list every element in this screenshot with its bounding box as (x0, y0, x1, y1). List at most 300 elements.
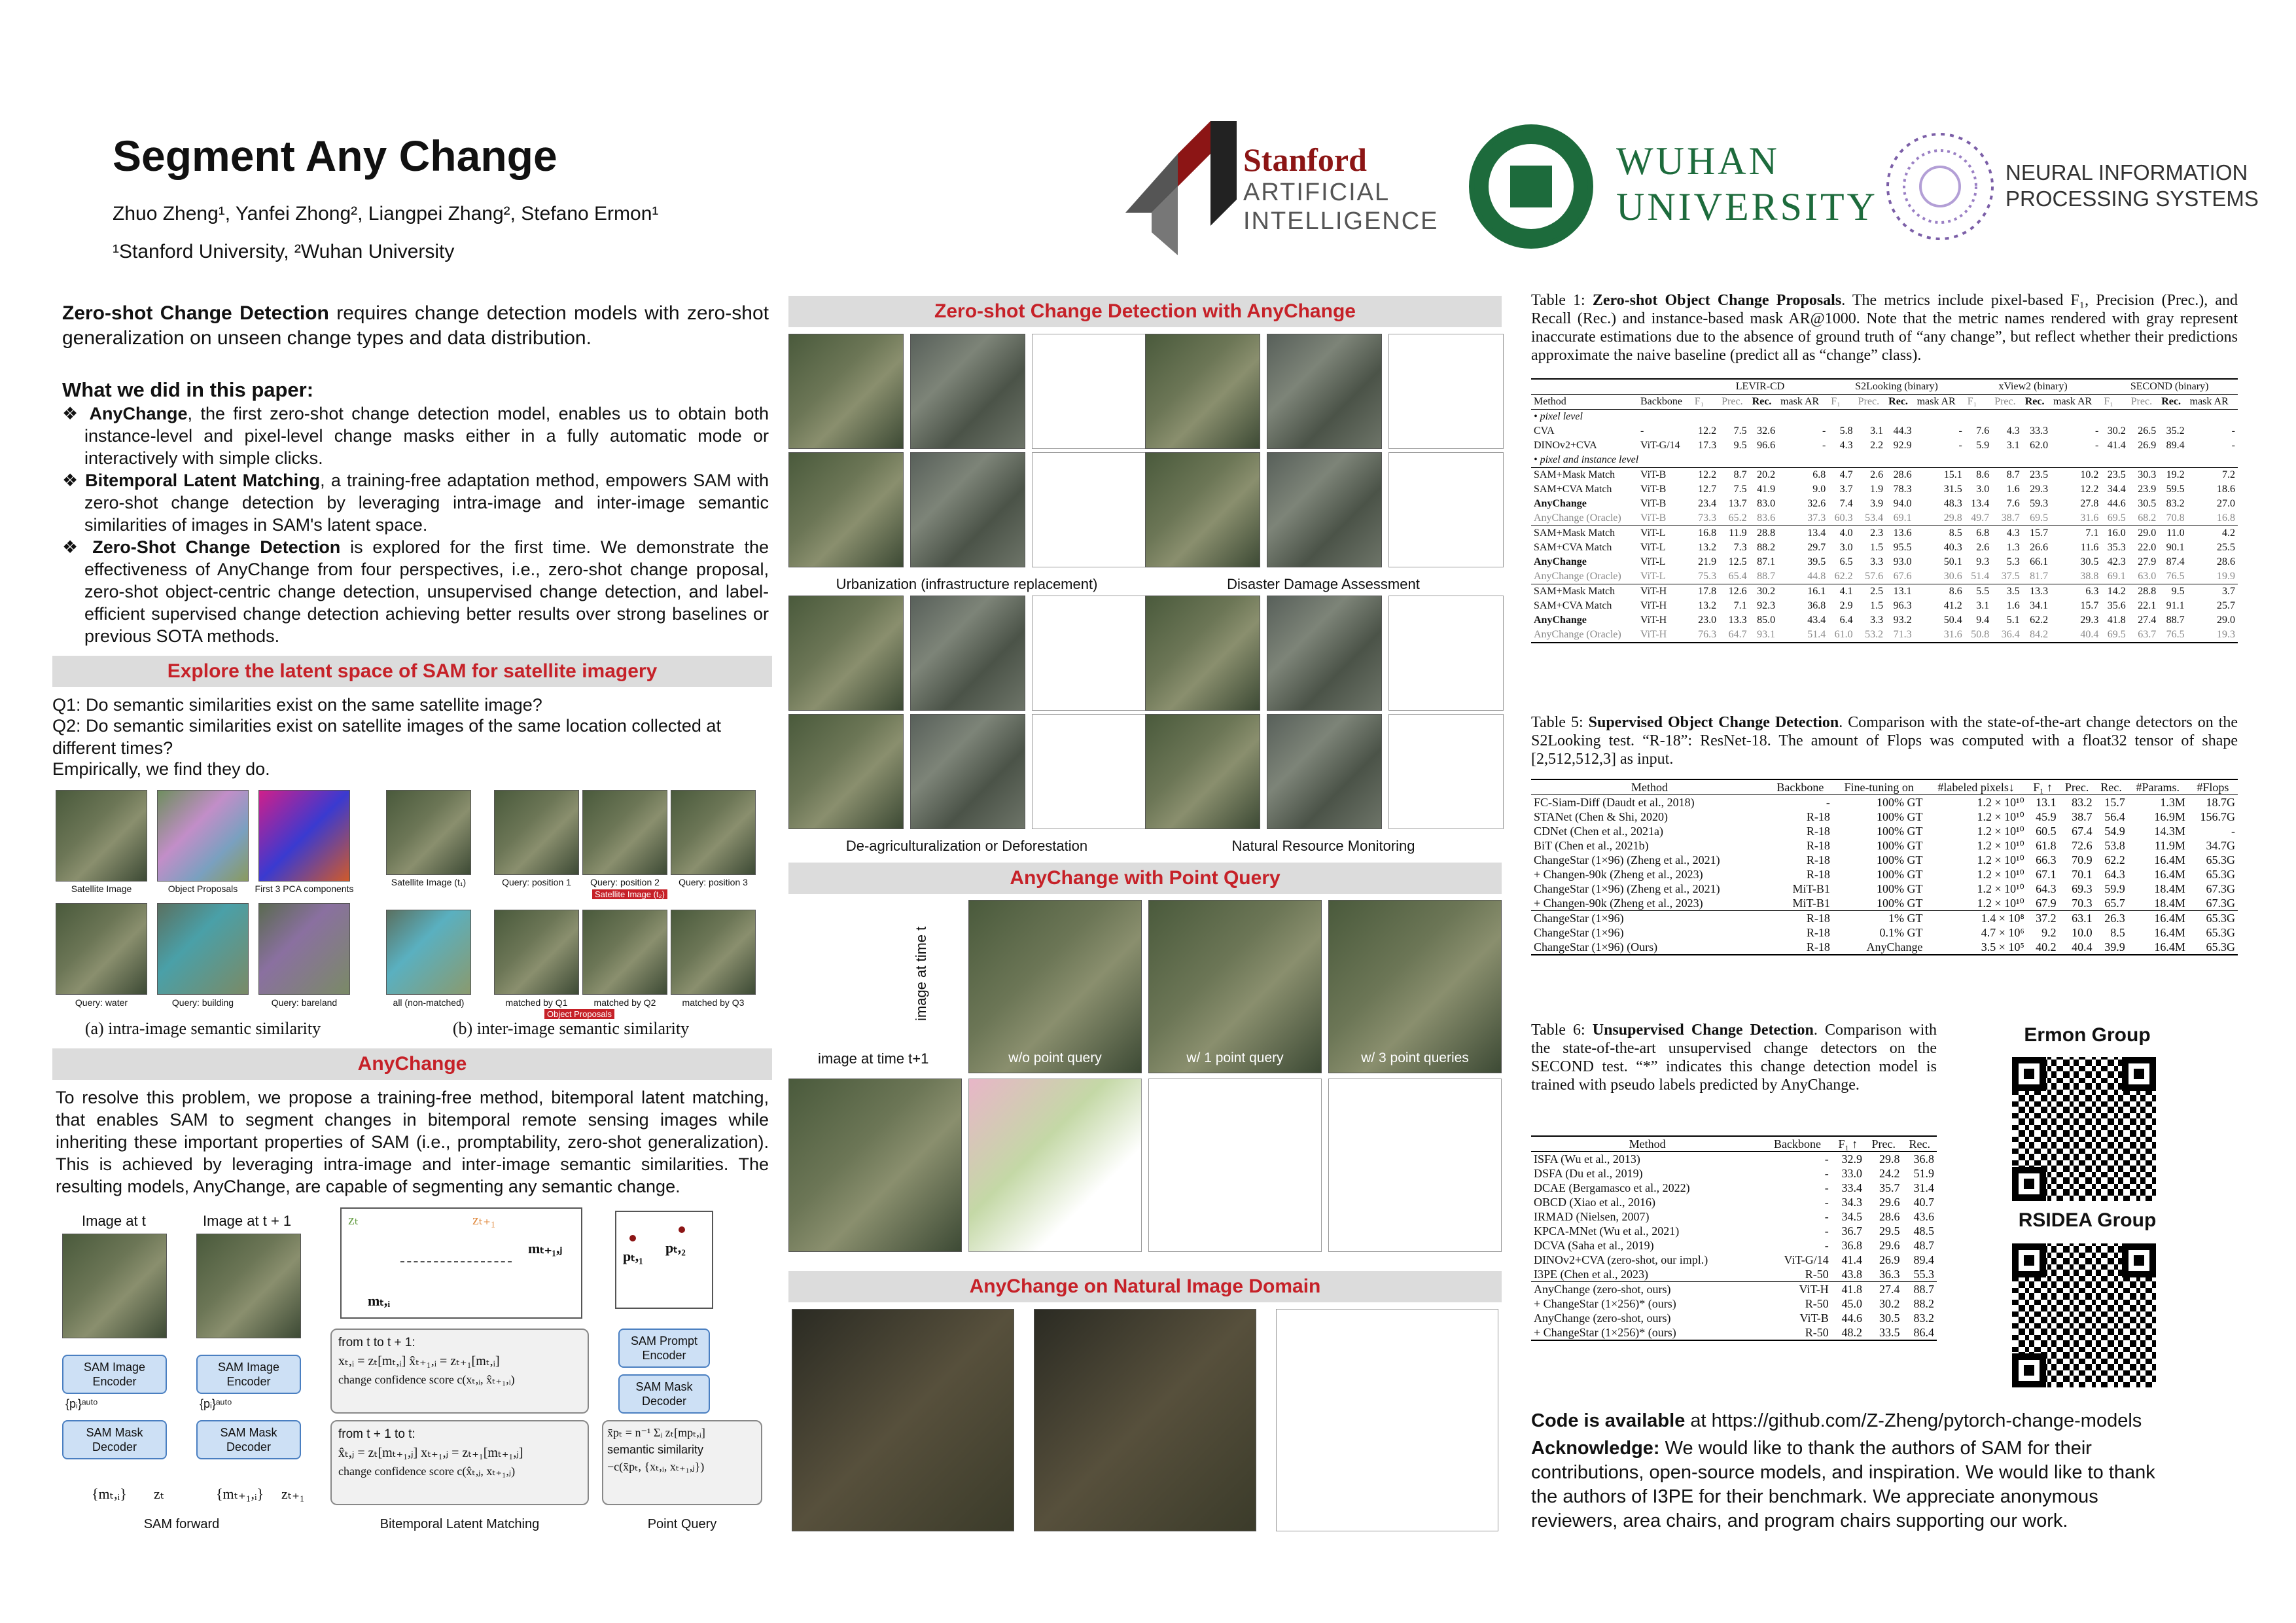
table-cell: 33.0 (1841, 1167, 1862, 1180)
table-cell: 87.4 (2166, 556, 2185, 567)
table-cell: 3.9 (1870, 498, 1884, 509)
table-row (1531, 1311, 1937, 1325)
table-cell: 100% GT (1877, 796, 1923, 809)
table-row (1531, 541, 2238, 555)
table-cell: 1.6 (2006, 600, 2020, 611)
table-cell: 62.0 (2030, 440, 2049, 451)
rsidea-qr-code[interactable] (2012, 1243, 2156, 1387)
zeroshot-tile (1267, 596, 1382, 711)
table-cell: 41.4 (2107, 440, 2126, 451)
table-cell: 36.8 (1913, 1152, 1934, 1166)
table-cell: 88.2 (1757, 542, 1776, 553)
table-cell: 29.8 (1879, 1152, 1900, 1166)
table-cell: 25.5 (2217, 542, 2235, 553)
table-cell: 38.7 (2072, 810, 2093, 823)
table-cell: R-18 (1806, 868, 1830, 881)
table-cell: 95.5 (1893, 542, 1912, 553)
table-group-header: xView2 (binary) (1965, 379, 2102, 395)
table-cell: 67.6 (1893, 571, 1912, 582)
table-cell: MiT-B1 (1792, 882, 1830, 895)
natural-image-1 (792, 1309, 1014, 1531)
table-header: Fine-tuning on (1833, 779, 1926, 795)
table-cell: R-18 (1806, 810, 1830, 823)
code-link[interactable]: at https://github.com/Z-Zheng/pytorch-change-models (1685, 1410, 2142, 1431)
caption-b: (b) inter-image semantic similarity (452, 1019, 690, 1038)
table-cell: 1.4 × 10⁸ (1926, 911, 2027, 926)
table1 (1531, 378, 2238, 643)
sam-mask-decoder-t: SAM Mask Decoder (62, 1420, 167, 1459)
table-header: mask AR (1915, 395, 1965, 410)
point-2 (679, 1226, 685, 1233)
table-cell: 4.0 (1828, 526, 1855, 541)
point-1 (629, 1235, 636, 1241)
table-section-label: • pixel level (1534, 411, 1583, 422)
table6-caption-text: . Comparison with the state-of-the-art unsupervised change detectors on the SECOND test. “*” indicates this change detection model is trained with pseudo labels predicted by AnyChange. (1531, 1022, 1937, 1094)
table-cell: 33.5 (1865, 1325, 1903, 1340)
caption-a: (a) intra-image semantic similarity (84, 1019, 321, 1038)
table-cell: 5.9 (1976, 440, 1990, 451)
table-cell: CDNet (Chen et al., 2021a) (1534, 825, 1663, 838)
label-a3: First 3 PCA components (255, 883, 354, 894)
zeroshot-tile (1032, 334, 1147, 449)
table-cell: 8.5 (2110, 926, 2125, 939)
label-a2: Object Proposals (168, 883, 238, 894)
sam-mask-decoder-pq: SAM Mask Decoder (618, 1374, 710, 1414)
table-cell: 22.1 (2138, 600, 2157, 611)
table-cell: ViT-L (1640, 542, 1666, 553)
table-cell: 59.3 (2030, 498, 2049, 509)
table-cell: 31.6 (2080, 512, 2099, 524)
table-header: Method (1531, 395, 1638, 410)
explore-empirical: Empirically, we find they do. (52, 759, 270, 779)
pq-mask-3 (1328, 1079, 1502, 1252)
table6-caption (1531, 1021, 1937, 1094)
table-cell: 100% GT (1877, 868, 1923, 881)
table-cell: ViT-H (1638, 628, 1692, 643)
table-cell: 18.7G (2206, 796, 2235, 809)
table-cell: 40.7 (1913, 1196, 1934, 1209)
table-cell: 13.4 (1778, 526, 1828, 541)
table-cell: 1.3 (2006, 542, 2020, 553)
table-header: Prec. (1856, 395, 1886, 410)
table-cell: 4.3 (1839, 440, 1853, 451)
table-header: Prec. (2059, 779, 2095, 795)
table-cell: 44.3 (1893, 425, 1912, 437)
table-row (1531, 1224, 1937, 1238)
table-cell: 14.2 (2101, 584, 2128, 599)
table-cell: 2.3 (1856, 526, 1886, 541)
table-cell: 83.6 (1757, 512, 1776, 524)
table-cell: 44.8 (1807, 571, 1826, 582)
table-row (1531, 482, 2238, 497)
table-cell: 43.6 (1913, 1210, 1934, 1223)
stanford-logo (1112, 115, 1453, 255)
table-cell: ViT-G/14 (1640, 440, 1680, 451)
query-pos1-b (494, 790, 579, 875)
zeroshot-tile (1145, 714, 1260, 829)
table-cell: ViT-H (1763, 1282, 1831, 1297)
table-cell: ChangeStar (1×96) (Ours) (1531, 940, 1768, 955)
table-cell: DCVA (Saha et al., 2019) (1534, 1239, 1654, 1252)
table-row (1531, 555, 2238, 569)
table-cell: 43.8 (1841, 1268, 1862, 1281)
query-water-a (56, 903, 147, 995)
table-cell: 31.6 (1915, 628, 1965, 643)
table-cell: 13.1 (2036, 796, 2057, 809)
table-cell: AnyChange (Oracle) (1534, 512, 1621, 524)
table-cell: 1.2 × 10¹⁰ (1977, 825, 2024, 838)
table-cell: AnyChange (1833, 940, 1926, 955)
pq-image-t1 (968, 900, 1142, 1073)
label-a4: Query: water (75, 997, 128, 1008)
table-cell: 92.3 (1757, 600, 1776, 611)
table-row (1531, 795, 2238, 810)
label-b7: matched by Q2 (593, 997, 656, 1008)
table-cell: 36.4 (1992, 628, 2022, 643)
table-cell: 88.7 (1757, 571, 1776, 582)
table-cell: 68.2 (2138, 512, 2157, 524)
table-cell: 6.8 (1965, 526, 1992, 541)
table-cell: 67.9 (2036, 897, 2057, 910)
table-cell: 54.9 (2104, 825, 2125, 838)
label-image-t: Image at t (82, 1213, 146, 1229)
table-cell: R-50 (1763, 1325, 1831, 1340)
table-row (1531, 810, 2238, 824)
table-cell: 28.6 (2217, 556, 2235, 567)
table-cell: 7.1 (1733, 600, 1747, 611)
table-cell: 36.8 (1841, 1239, 1862, 1252)
table-cell: 1.2 × 10¹⁰ (1977, 810, 2024, 823)
table-cell: 36.7 (1841, 1224, 1862, 1238)
table-cell: 5.5 (1965, 584, 1992, 599)
table-cell: 67.1 (2036, 868, 2057, 881)
table-row (1531, 1282, 1937, 1297)
table-cell: 3.3 (1870, 615, 1884, 626)
table-cell: 31.5 (1943, 484, 1962, 495)
table-cell: 7.3 (1733, 542, 1747, 553)
table-cell: 3.5 (1992, 584, 2022, 599)
table-cell: + Changen-90k (Zheng et al., 2023) (1534, 897, 1703, 910)
table-row (1531, 1296, 1937, 1311)
poster-title: Segment Any Change (113, 132, 557, 180)
table-cell: 28.6 (1879, 1210, 1900, 1223)
table-cell: R-18 (1768, 940, 1833, 955)
table-group-header: SECOND (binary) (2101, 379, 2238, 395)
ack-bold: Acknowledge: (1531, 1438, 1660, 1459)
table-cell: ViT-B (1638, 468, 1692, 483)
table-cell: 16.1 (1778, 584, 1828, 599)
table-cell: 65.3G (2206, 853, 2235, 866)
table-header: F₁ ↑ (1831, 1136, 1865, 1152)
table-row (1531, 1195, 1937, 1209)
table-cell: 50.1 (1943, 556, 1962, 567)
table-cell: 65.3G (2206, 926, 2235, 939)
table-header: Prec. (1719, 395, 1750, 410)
table-cell: 69.1 (2107, 571, 2126, 582)
table-cell: ViT-L (1640, 556, 1666, 567)
table-cell: 30.6 (1943, 571, 1962, 582)
sam-image-encoder-t: SAM Image Encoder (62, 1355, 167, 1394)
zeroshot-tile (788, 714, 904, 829)
table-cell: 69.1 (1893, 512, 1912, 524)
table-cell: 16.4M (2154, 853, 2185, 866)
table-cell: 1.2 × 10¹⁰ (1977, 839, 2024, 852)
pq-label-2: w/ 1 point query (1186, 1050, 1284, 1065)
table-row (1531, 925, 2238, 940)
table-cell: ChangeStar (1×96) (1534, 926, 1624, 939)
table-cell: ISFA (Wu et al., 2013) (1534, 1152, 1640, 1166)
table-cell: 76.5 (2166, 571, 2185, 582)
table-cell: 88.7 (2166, 615, 2185, 626)
table-cell: 1.2 × 10¹⁰ (1977, 796, 2024, 809)
table-cell: 0.1% GT (1879, 926, 1923, 939)
table-cell: MiT-B1 (1792, 897, 1830, 910)
table-row (1531, 824, 2238, 838)
table-cell: 23.5 (2022, 468, 2051, 483)
table-header: F₁ (1692, 395, 1719, 410)
table-header: Rec. (2095, 779, 2128, 795)
table-cell: 65.3G (2206, 868, 2235, 881)
table-cell: 6.3 (2051, 584, 2101, 599)
table-cell: - (1824, 1196, 1829, 1209)
table1-caption (1531, 291, 2238, 365)
table-cell: 4.3 (2006, 425, 2020, 437)
table-cell: 32.9 (1841, 1152, 1862, 1166)
table-cell: 29.6 (1879, 1239, 1900, 1252)
table-cell: - (2094, 440, 2099, 451)
table-cell: 67.3G (2206, 897, 2235, 910)
table-cell: 83.0 (1757, 498, 1776, 509)
table-cell: 35.2 (2166, 425, 2185, 437)
table-cell: 70.8 (2166, 512, 2185, 524)
table-cell: 9.2 (2041, 926, 2057, 939)
explore-q1: Q1: Do semantic similarities exist on the same satellite image? (52, 695, 542, 715)
pq-mask-2 (1148, 1079, 1322, 1252)
table-cell: 12.2 (1698, 425, 1717, 437)
authors: Zhuo Zheng¹, Yanfei Zhong², Liangpei Zhang², Stefano Ermon¹ (113, 203, 659, 224)
pq-image-t3 (1328, 900, 1502, 1073)
bullet-3-text: is explored for the first time. We demonstrate the effectiveness of AnyChange from four perspectives, i.e., zero-shot change proposal, zero-shot object-centric change detection, unsupervised change detection, and label-efficient supervised change detection achieving better results over strong baselines or previous SOTA methods. (84, 537, 769, 646)
step1-eq: xₜ,ᵢ = zₜ[mₜ,ᵢ] x̂ₜ₊₁,ᵢ = zₜ₊₁[mₜ,ᵢ] (338, 1354, 500, 1368)
table-cell: 23.4 (1698, 498, 1717, 509)
table-row (1531, 940, 2238, 955)
table-cell: 38.7 (2001, 512, 2020, 524)
table-cell: 84.2 (2022, 628, 2051, 643)
table-cell: 26.5 (2138, 425, 2157, 437)
table-cell: 12.2 (1692, 468, 1719, 483)
table-header: Rec. (2022, 395, 2051, 410)
table-cell: 89.4 (2166, 440, 2185, 451)
table-cell: 13.3 (1728, 615, 1747, 626)
table-cell: 83.2 (2072, 796, 2093, 809)
table-cell: 2.5 (1856, 584, 1886, 599)
table-cell: - (2231, 440, 2235, 451)
table-cell: ViT-B (1799, 1311, 1829, 1325)
point-query-canvas (615, 1211, 713, 1309)
neurips-word-1: NEURAL INFORMATION (2005, 160, 2248, 185)
output-masks-t: {mₜ,ᵢ} (92, 1486, 127, 1502)
table-row (1531, 911, 2238, 926)
table-cell: 85.0 (1757, 615, 1776, 626)
table-row (1531, 1152, 1937, 1167)
wuhan-word-2: UNIVERSITY (1616, 185, 1878, 228)
table-row (1531, 584, 2238, 599)
table-cell: 60.5 (2036, 825, 2057, 838)
table-cell: 27.4 (1865, 1282, 1903, 1297)
neurips-word-2: PROCESSING SYSTEMS (2005, 187, 2259, 211)
table-cell: 10.2 (2051, 468, 2101, 483)
table-cell: ViT-G/14 (1784, 1253, 1829, 1266)
zeroshot-header: Zero-shot Change Detection with AnyChange (788, 296, 1502, 327)
table-cell: 41.8 (2107, 615, 2126, 626)
table-cell: 7.5 (1733, 425, 1747, 437)
intro-bullets (62, 402, 769, 647)
table-cell: 34.4 (2107, 484, 2126, 495)
table-cell: 27.8 (2080, 498, 2099, 509)
table-cell: IRMAD (Nielsen, 2007) (1534, 1210, 1650, 1223)
table-header: Method (1531, 779, 1768, 795)
matching-box-1 (330, 1329, 589, 1414)
table-cell: 65.2 (1728, 512, 1747, 524)
label-b8: matched by Q3 (682, 997, 745, 1008)
table-cell: 33.4 (1841, 1181, 1862, 1194)
sam-image-encoder-t1: SAM Image Encoder (196, 1355, 301, 1394)
label-b3: Query: position 2 (590, 877, 660, 887)
table-cell: 2.9 (1839, 600, 1853, 611)
table-cell: 3.7 (1839, 484, 1853, 495)
table-header: Rec. (1886, 395, 1914, 410)
table-cell: ViT-L (1640, 571, 1666, 582)
table-cell: 8.5 (1915, 526, 1965, 541)
table-cell: 83.2 (2166, 498, 2185, 509)
table-header: Backbone (1763, 1136, 1831, 1152)
table-cell: 6.4 (1839, 615, 1853, 626)
table-cell: 28.8 (2128, 584, 2159, 599)
table-cell: 12.2 (2080, 484, 2099, 495)
table-cell: 17.8 (1692, 584, 1719, 599)
label-a1: Satellite Image (71, 883, 132, 894)
table-cell: 64.3 (2104, 868, 2125, 881)
table1-caption-text: . The metrics include pixel-based F₁, Precision (Prec.), and Recall (Rec.) and instance-based mask AR@1000. Note that the metric names rendered with gray represent inaccurate estimations due to the absence of ground truth of “any change”, but reflect whether their predictions approximate the naive baseline (predict all as “change” class). (1531, 292, 2238, 364)
table5-caption-text: . Comparison with the state-of-the-art change detectors on the S2Looking test. “R-18”: ResNet-18. The amount of Flops was computed with a float32 tensor of shape [2,512,512,3] as input. (1531, 714, 2238, 768)
table-cell: 8.6 (1915, 584, 1965, 599)
point-query-box (602, 1420, 762, 1505)
table-cell: 65.4 (1728, 571, 1747, 582)
table-cell: 27.4 (2138, 615, 2157, 626)
table-cell: AnyChange (Oracle) (1531, 628, 1638, 643)
table-cell: 11.0 (2159, 526, 2187, 541)
table-group-header: S2Looking (binary) (1828, 379, 1965, 395)
table-cell: 12.7 (1698, 484, 1717, 495)
table-cell: 100% GT (1877, 853, 1923, 866)
matching-box-2 (330, 1420, 589, 1505)
table-cell: 69.5 (2030, 512, 2049, 524)
table-cell: 39.5 (1807, 556, 1826, 567)
table-cell: AnyChange (Oracle) (1534, 571, 1621, 582)
table-cell: 44.6 (2107, 498, 2126, 509)
table-cell: 100% GT (1877, 882, 1923, 895)
matched-q1-b (494, 910, 579, 995)
explore-header: Explore the latent space of SAM for satellite imagery (52, 656, 772, 687)
table-row (1531, 569, 2238, 584)
matched-q3-b (671, 910, 756, 995)
table-row (1531, 613, 2238, 628)
zeroshot-cap1: Urbanization (infrastructure replacement) (836, 576, 1098, 592)
table-cell: 26.3 (2095, 911, 2128, 926)
table-cell: 23.5 (2101, 468, 2128, 483)
table-cell: 64.7 (1719, 628, 1750, 643)
table-cell: 7.4 (1839, 498, 1853, 509)
table-cell: 31.4 (1913, 1181, 1934, 1194)
table-cell: 100% GT (1877, 810, 1923, 823)
table-cell: 26.9 (2138, 440, 2157, 451)
table-section-row (1531, 410, 2238, 425)
table-header: Rec. (2159, 395, 2187, 410)
table-cell: 41.8 (1831, 1282, 1865, 1297)
table-cell: 30.5 (1879, 1311, 1900, 1325)
label-b2: Query: position 1 (502, 877, 571, 887)
query-bareland-a (258, 903, 350, 995)
table-cell: 11.9 (1719, 526, 1750, 541)
table-cell: 6.5 (1839, 556, 1853, 567)
table-header-row (1531, 779, 2238, 795)
table-cell: 30.5 (2080, 556, 2099, 567)
table-cell: 56.4 (2104, 810, 2125, 823)
pq-sim: semantic similarity (607, 1443, 704, 1456)
table-row (1531, 1166, 1937, 1181)
table-cell: 38.8 (2080, 571, 2099, 582)
table-cell: OBCD (Xiao et al., 2016) (1534, 1196, 1655, 1209)
table-cell: 16.4M (2154, 926, 2185, 939)
table-header: mask AR (1778, 395, 1828, 410)
table-cell: CVA (1534, 425, 1555, 437)
table-header: Method (1531, 1136, 1763, 1152)
zeroshot-tile (1145, 596, 1260, 711)
table-cell: 28.8 (1750, 526, 1778, 541)
table-cell: 36.8 (1807, 600, 1826, 611)
table-cell: 30.2 (2107, 425, 2126, 437)
table-row (1531, 497, 2238, 511)
table-cell: 45.9 (2036, 810, 2057, 823)
query-pos3-b (671, 790, 756, 875)
table-cell: 67.3G (2206, 882, 2235, 895)
table-row (1531, 599, 2238, 613)
label-image-t1: Image at t + 1 (203, 1213, 292, 1229)
ermon-qr-code[interactable] (2012, 1057, 2156, 1201)
table-cell: - (2094, 425, 2099, 437)
table-row (1531, 867, 2238, 882)
table-cell: 37.3 (1807, 512, 1826, 524)
table-cell: 9.4 (1976, 615, 1990, 626)
table-cell: 69.5 (2107, 512, 2126, 524)
table-cell: 27.0 (2217, 498, 2235, 509)
table-cell: 13.1 (1886, 584, 1914, 599)
table-cell: - (1958, 425, 1962, 437)
zeroshot-tile (1267, 714, 1382, 829)
matched-q2-b (582, 910, 667, 995)
bullet-2-text: , a training-free adaptation method, empowers SAM with zero-shot change detection by leveraging intra-image and inter-image semantic similarities of images in SAM's latent space. (84, 471, 769, 535)
table-cell: AnyChange (1534, 556, 1587, 567)
table-cell: R-18 (1768, 911, 1833, 926)
table-cell: 16.4M (2128, 911, 2188, 926)
table-cell: 29.0 (2217, 615, 2235, 626)
table-cell: 67.4 (2072, 825, 2093, 838)
natural-header: AnyChange on Natural Image Domain (788, 1271, 1502, 1302)
table-cell: DSFA (Du et al., 2019) (1534, 1167, 1643, 1180)
code-bold: Code is available (1531, 1410, 1686, 1431)
table-cell: 1% GT (1833, 911, 1926, 926)
table-cell: - (1824, 1224, 1829, 1238)
